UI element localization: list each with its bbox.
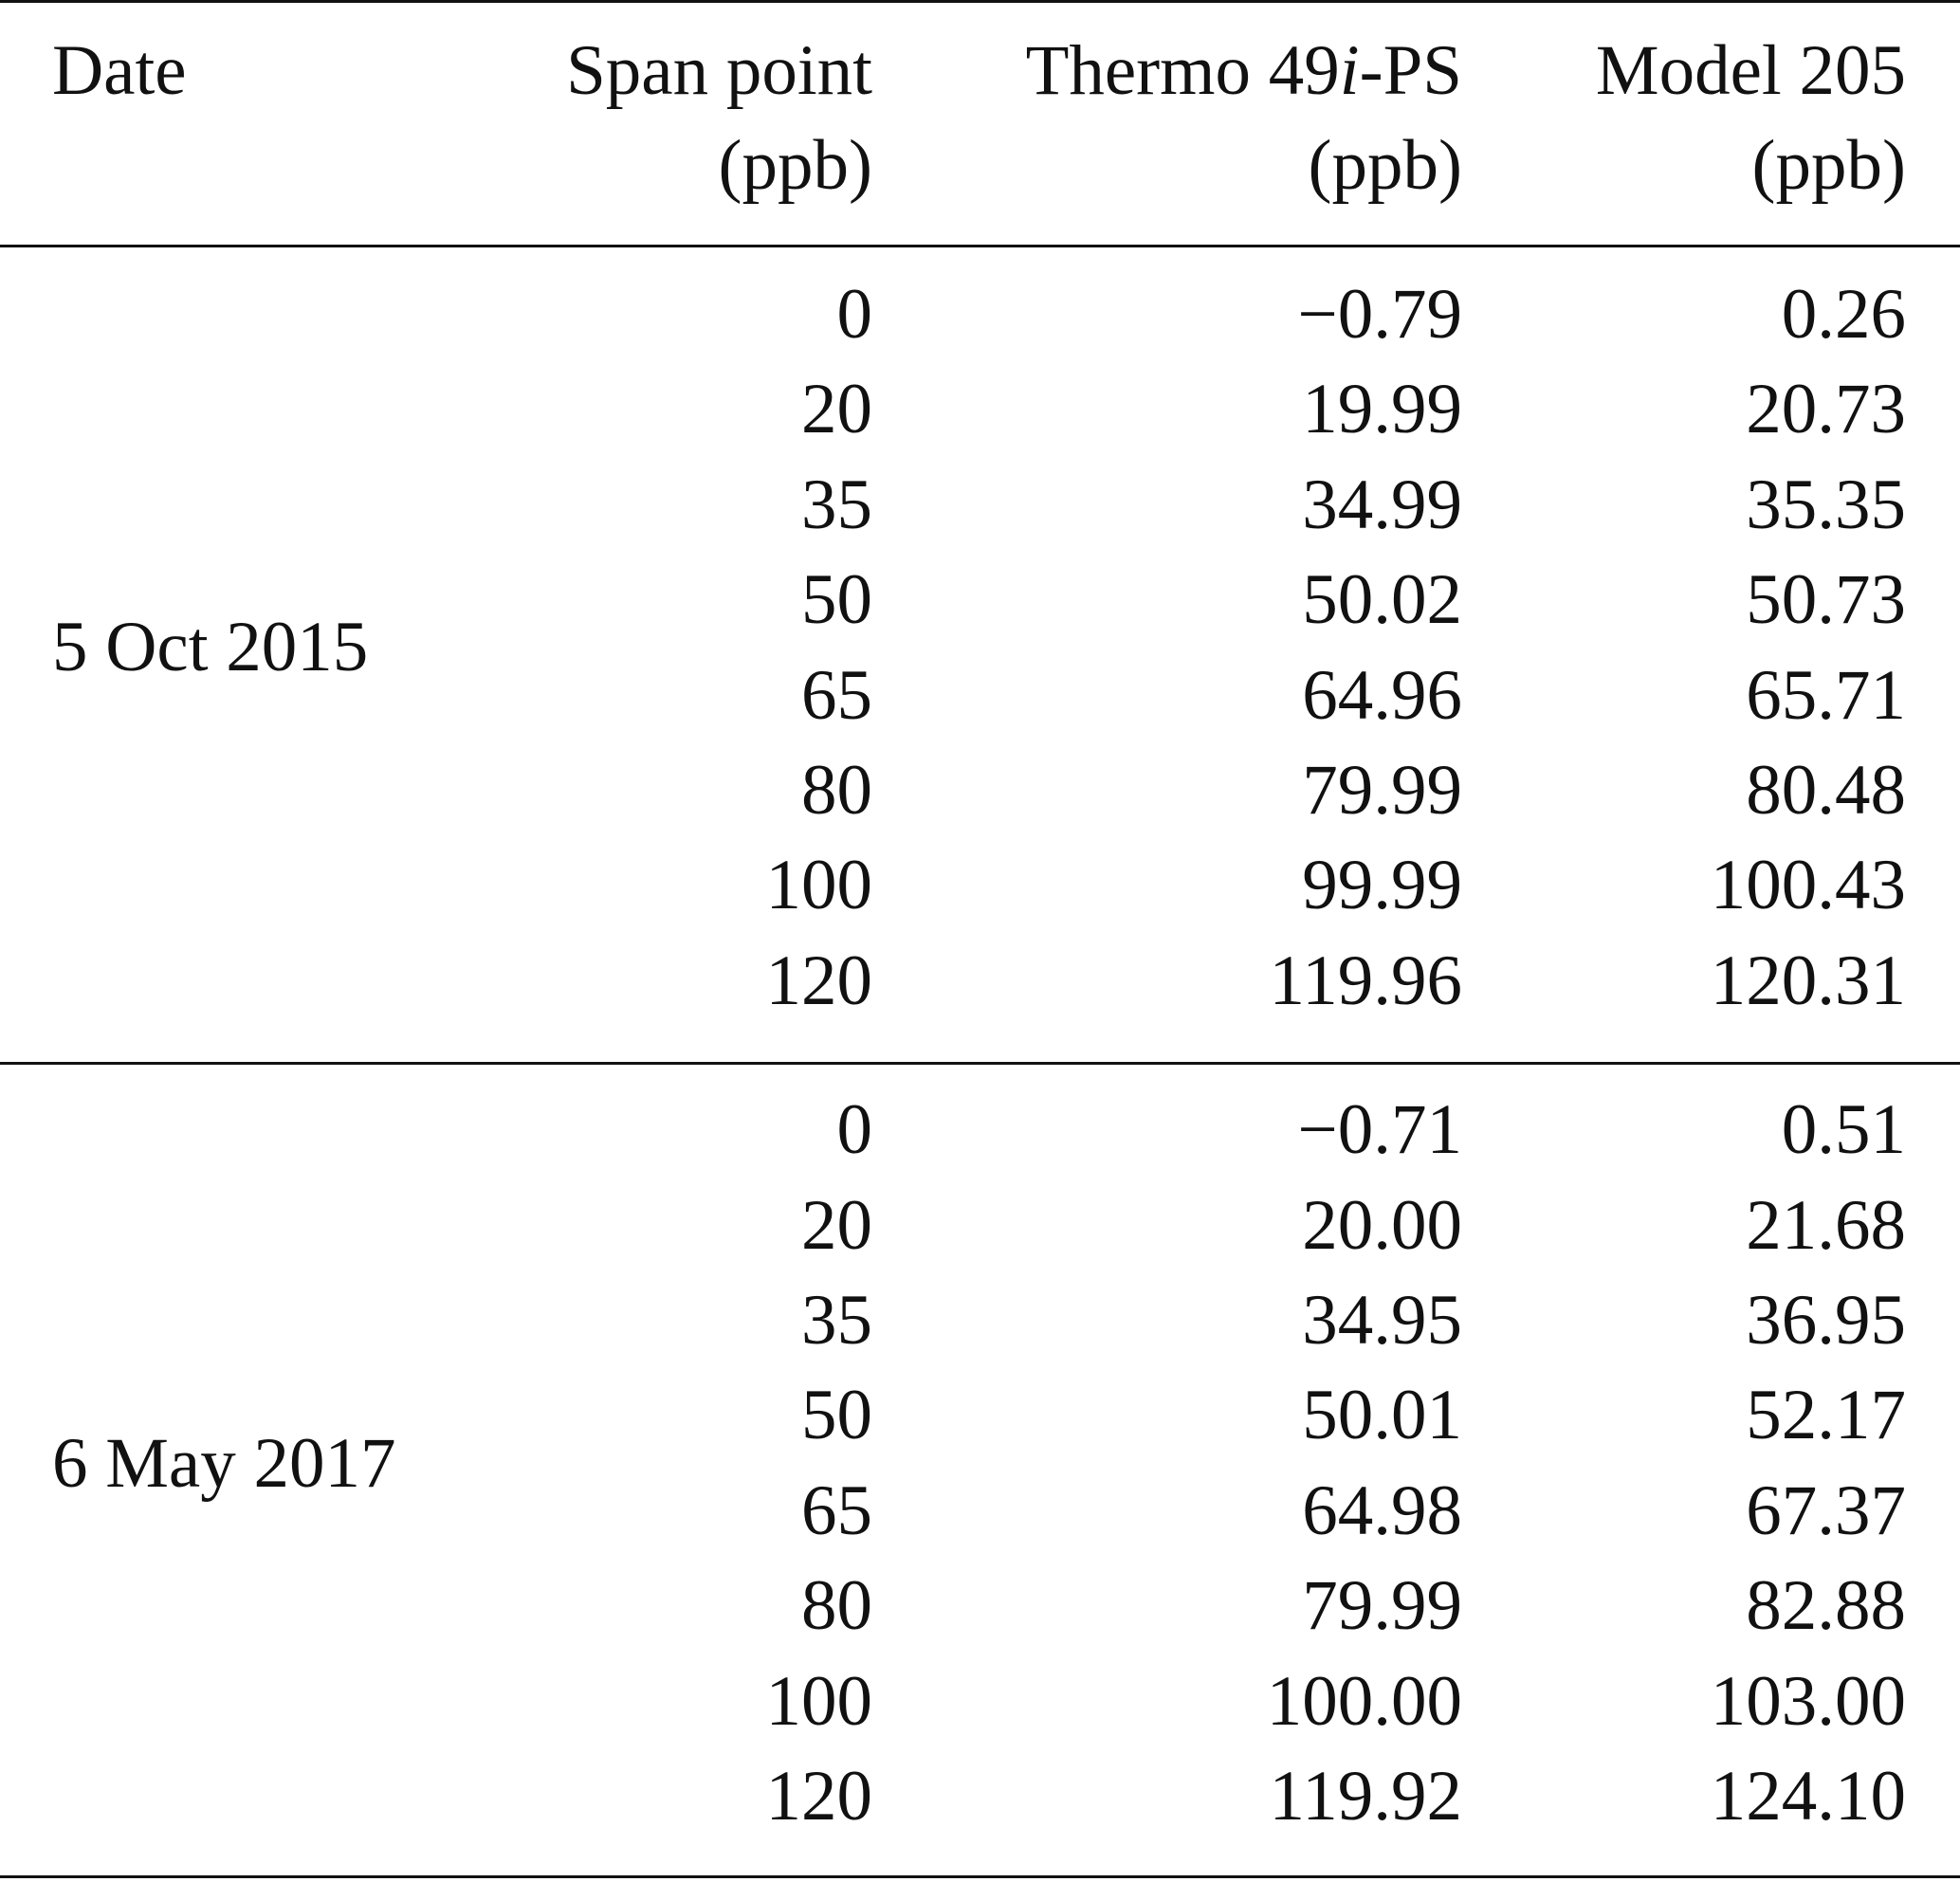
cell-thermo: −0.79 (1297, 275, 1462, 354)
cell-model: 67.37 (1746, 1471, 1906, 1550)
cell-span: 50 (801, 560, 872, 639)
header-thermo-suffix: -PS (1359, 31, 1462, 110)
cell-thermo: 19.99 (1302, 370, 1462, 448)
cell-model: 100.43 (1710, 846, 1906, 924)
cell-span: 100 (765, 1662, 872, 1741)
cell-span: 120 (765, 941, 872, 1020)
header-thermo-unit: (ppb) (1308, 126, 1462, 205)
cell-model: 0.51 (1781, 1090, 1906, 1169)
header-model: Model 205 (1595, 31, 1906, 110)
header-rule (0, 245, 1960, 247)
header-thermo-italic: i (1339, 31, 1360, 110)
cell-span: 80 (801, 1566, 872, 1645)
cell-model: 103.00 (1710, 1662, 1906, 1741)
group-date: 5 Oct 2015 (52, 608, 369, 686)
cell-thermo: 79.99 (1302, 1566, 1462, 1645)
cell-thermo: 119.92 (1269, 1757, 1462, 1836)
cell-thermo: 34.99 (1302, 466, 1462, 544)
cell-thermo: 100.00 (1266, 1662, 1462, 1741)
cell-span: 65 (801, 1471, 872, 1550)
cell-thermo: 50.01 (1302, 1376, 1462, 1454)
group-separator-rule (0, 1062, 1960, 1065)
cell-model: 35.35 (1746, 466, 1906, 544)
cell-span: 100 (765, 846, 872, 924)
group-date: 6 May 2017 (52, 1424, 396, 1503)
cell-model: 20.73 (1746, 370, 1906, 448)
header-model-unit: (ppb) (1751, 126, 1906, 205)
cell-thermo: −0.71 (1297, 1090, 1462, 1169)
cell-span: 120 (765, 1757, 872, 1836)
cell-span: 0 (836, 275, 872, 354)
cell-model: 50.73 (1746, 560, 1906, 639)
cell-thermo: 20.00 (1302, 1186, 1462, 1265)
cell-model: 80.48 (1746, 751, 1906, 830)
cell-thermo: 34.95 (1302, 1281, 1462, 1360)
header-span-line1: Span point (566, 31, 872, 110)
cell-span: 20 (801, 370, 872, 448)
top-rule (0, 0, 1960, 3)
cell-thermo: 64.96 (1302, 656, 1462, 735)
header-date: Date (52, 31, 187, 110)
cell-span: 0 (836, 1090, 872, 1169)
header-span-unit: (ppb) (718, 126, 872, 205)
cell-span: 80 (801, 751, 872, 830)
header-thermo-prefix: Thermo 49 (1025, 31, 1340, 110)
cell-thermo: 50.02 (1302, 560, 1462, 639)
cell-span: 35 (801, 466, 872, 544)
cell-model: 36.95 (1746, 1281, 1906, 1360)
cell-span: 50 (801, 1376, 872, 1454)
cell-model: 124.10 (1710, 1757, 1906, 1836)
cell-model: 65.71 (1746, 656, 1906, 735)
cell-thermo: 64.98 (1302, 1471, 1462, 1550)
cell-model: 21.68 (1746, 1186, 1906, 1265)
cell-thermo: 119.96 (1269, 941, 1462, 1020)
bottom-rule (0, 1875, 1960, 1878)
cell-model: 120.31 (1710, 941, 1906, 1020)
cell-model: 0.26 (1781, 275, 1906, 354)
cell-model: 52.17 (1746, 1376, 1906, 1454)
cell-span: 65 (801, 656, 872, 735)
cell-thermo: 99.99 (1302, 846, 1462, 924)
cell-thermo: 79.99 (1302, 751, 1462, 830)
cell-span: 20 (801, 1186, 872, 1265)
cell-span: 35 (801, 1281, 872, 1360)
cell-model: 82.88 (1746, 1566, 1906, 1645)
